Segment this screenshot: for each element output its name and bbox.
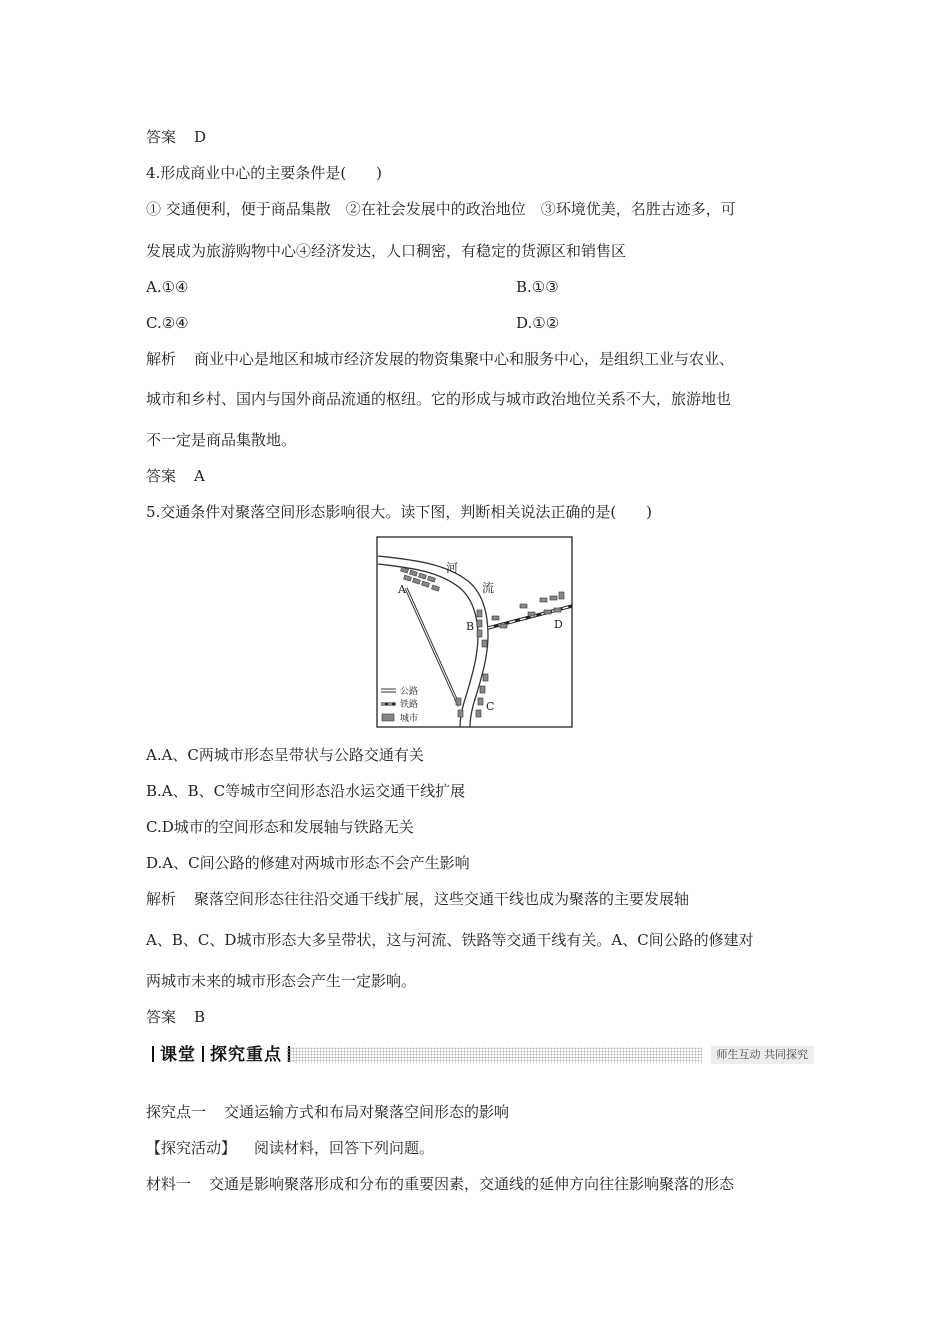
section-tag: 师生互动 共同探究 <box>711 1046 815 1064</box>
settlement-map-figure <box>376 536 573 728</box>
activity-label: 【探究活动】 <box>146 1139 237 1157</box>
material-text: 交通是影响聚落形成和分布的重要因素，交通线的延伸方向往往影响聚落的形态 <box>209 1175 735 1193</box>
q5-stem: 5.交通条件对聚落空间形态影响很大。读下图，判断相关说法正确的是( ) <box>146 503 653 521</box>
q4-stem: 4.形成商业中心的主要条件是( ) <box>146 164 383 182</box>
river-label-1: 河 <box>446 561 459 575</box>
explore-activity <box>146 1138 434 1158</box>
section-dot-pattern <box>286 1047 702 1063</box>
q5-analysis-line1 <box>146 889 689 909</box>
q4-option-c: C.②④ <box>146 314 189 332</box>
legend-railway: 铁路 <box>400 700 419 710</box>
q3-answer <box>146 127 206 147</box>
city-label-b: B <box>466 620 475 633</box>
answer-label: 答案 <box>146 1008 177 1026</box>
answer-value: B <box>194 1008 206 1026</box>
q4-option-d: D.①② <box>516 314 560 332</box>
analysis-text: 商业中心是地区和城市经济发展的物资集聚中心和服务中心，是组织工业与农业、 <box>194 350 735 368</box>
q5-answer <box>146 1007 205 1027</box>
q4-option-a: A.①④ <box>146 278 189 296</box>
section-title-part2: 探究重点 <box>210 1045 282 1065</box>
q4-statement-line2: 发展成为旅游购物中心④经济发达，人口稠密，有稳定的货源区和销售区 <box>146 242 627 260</box>
q4-analysis-line2: 城市和乡村、国内与国外商品流通的枢纽。它的形成与城市政治地位关系不大，旅游地也 <box>146 390 732 408</box>
explore-point-title: 交通运输方式和布局对聚落空间形态的影响 <box>224 1103 510 1121</box>
q4-option-b: B.①③ <box>516 278 559 296</box>
title-divider <box>202 1046 204 1062</box>
analysis-text: 聚落空间形态往往沿交通干线扩展，这些交通干线也成为聚落的主要发展轴 <box>194 890 690 908</box>
explore-material-1 <box>146 1174 734 1194</box>
analysis-label: 解析 <box>146 890 177 908</box>
q4-statement-line1: ① 交通便利，便于商品集散 ②在社会发展中的政治地位 ③环境优美，名胜古迹多，可 <box>146 200 736 218</box>
q5-analysis-line3: 两城市未来的城市形态会产生一定影响。 <box>146 972 417 990</box>
q5-option-c: C.D城市的空间形态和发展轴与铁路无关 <box>146 818 414 836</box>
analysis-label: 解析 <box>146 350 177 368</box>
legend-city: 城市 <box>400 714 419 724</box>
section-title <box>146 1044 296 1066</box>
answer-value: A <box>194 467 205 485</box>
q5-option-b: B.A、B、C等城市空间形态沿水运交通干线扩展 <box>146 782 466 800</box>
city-label-a: A <box>398 583 406 596</box>
q5-option-a: A.A、C两城市形态呈带状与公路交通有关 <box>146 746 424 764</box>
answer-label: 答案 <box>146 467 177 485</box>
activity-text: 阅读材料，回答下列问题。 <box>254 1139 435 1157</box>
river-label-2: 流 <box>482 581 495 595</box>
explore-point-heading <box>146 1102 509 1122</box>
legend-highway: 公路 <box>400 687 419 697</box>
q5-analysis-line2: A、B、C、D城市形态大多呈带状，这与河流、铁路等交通干线有关。A、C间公路的修建对 <box>146 931 754 949</box>
map-frame <box>377 537 572 727</box>
explore-point-label: 探究点一 <box>146 1103 207 1121</box>
q4-analysis-line1 <box>146 349 734 369</box>
title-divider <box>152 1046 154 1062</box>
section-title-part1: 课堂 <box>160 1045 196 1065</box>
material-label: 材料一 <box>146 1175 192 1193</box>
answer-value: D <box>194 128 207 146</box>
answer-label: 答案 <box>146 128 177 146</box>
city-label-d: D <box>554 618 563 631</box>
city-label-c: C <box>486 700 495 713</box>
q4-answer <box>146 466 205 486</box>
section-header-bar <box>146 1044 814 1066</box>
q4-analysis-line3: 不一定是商品集散地。 <box>146 431 297 449</box>
q5-option-d: D.A、C间公路的修建对两城市形态不会产生影响 <box>146 854 470 872</box>
